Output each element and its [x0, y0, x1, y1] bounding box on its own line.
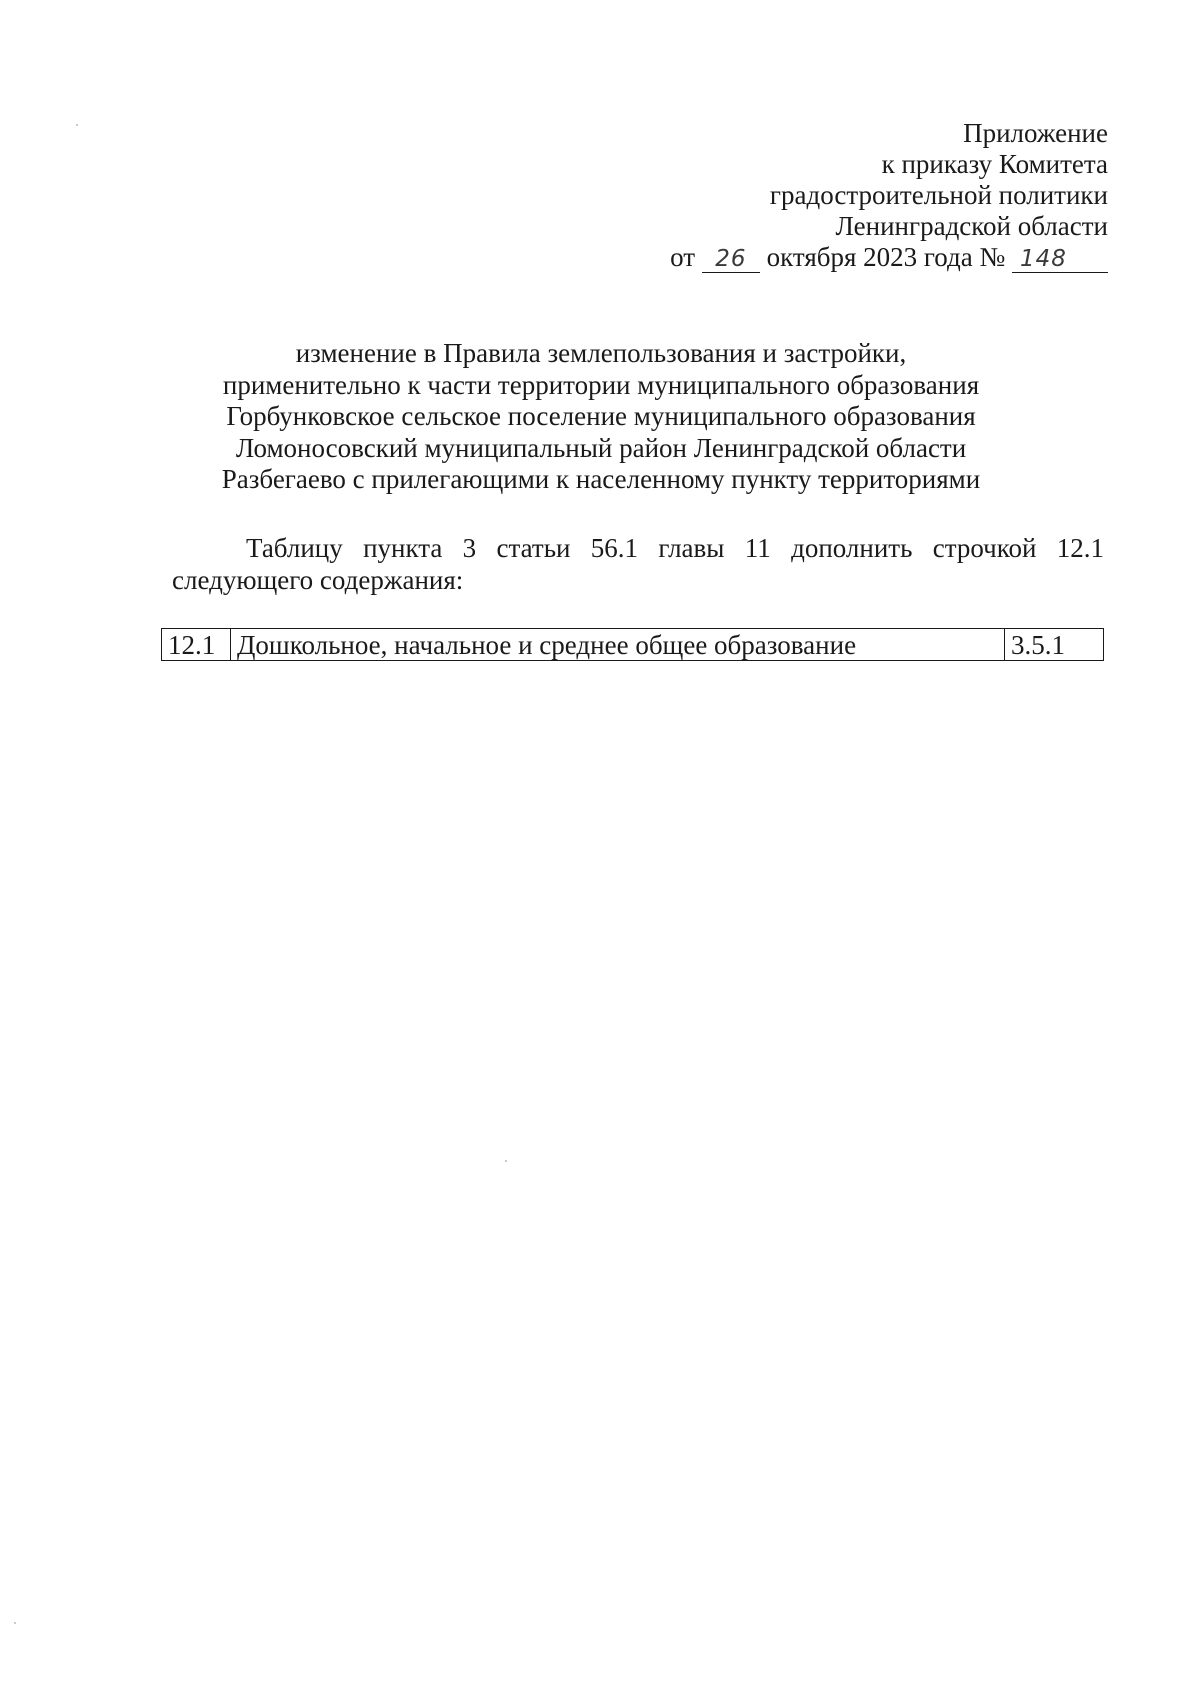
day-field — [702, 244, 760, 273]
date-prefix: от — [670, 242, 696, 272]
appendix-title: Приложение — [963, 118, 1108, 148]
scan-speck — [14, 1622, 16, 1624]
appendix-region: Ленинградской области — [835, 211, 1108, 241]
body-paragraph: Таблицу пункта 3 статьи 56.1 главы 11 дополнить строчкой 12.1 следующего содержания: — [172, 533, 1104, 595]
document-title — [150, 338, 1052, 496]
table-cell-use-type: Дошкольное, начальное и среднее общее образование — [231, 629, 1005, 661]
title-line: Разбегаево с прилегающими к населенному пункту территориями — [221, 464, 981, 494]
amendment-table — [161, 628, 1104, 661]
title-line: Ломоносовский муниципальный район Ленинградской области — [235, 432, 967, 463]
table-cell-code: 3.5.1 — [1005, 629, 1104, 661]
appendix-committee: градостроительной политики — [769, 180, 1108, 210]
title-line: изменение в Правила землепользования и застройки, — [295, 338, 907, 368]
month-year-text: октября 2023 года № — [766, 242, 1006, 272]
appendix-header — [670, 118, 1108, 273]
scan-speck — [505, 1160, 507, 1162]
title-line: Горбунковское сельское поселение муниципального образования — [226, 401, 976, 431]
table-row — [162, 629, 1104, 661]
number-field — [1012, 244, 1108, 273]
number-handwritten: 148 — [1020, 246, 1067, 272]
title-line: применительно к части территории муниципального образования — [222, 369, 980, 400]
scan-speck — [76, 124, 78, 126]
table-cell-number: 12.1 — [162, 629, 231, 661]
day-handwritten: 26 — [715, 246, 747, 272]
appendix-order-ref: к приказу Комитета — [881, 149, 1108, 179]
appendix-date-line — [670, 242, 1108, 273]
